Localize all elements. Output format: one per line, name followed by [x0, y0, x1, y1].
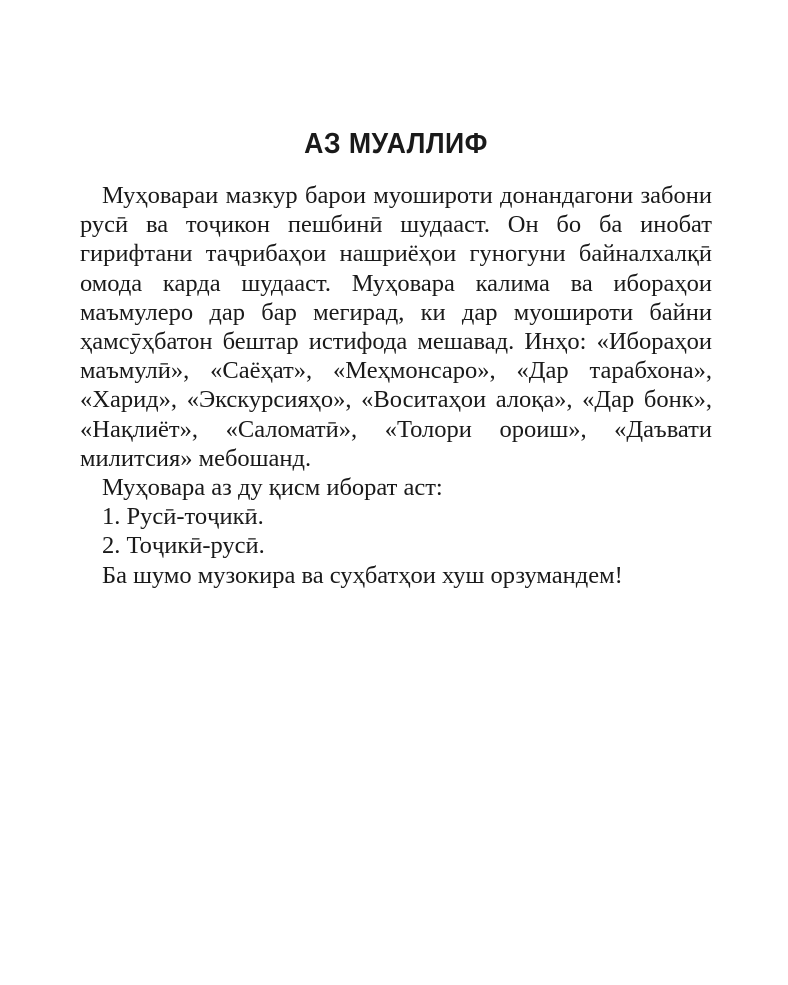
list-item: 1. Русӣ-тоҷикӣ. [102, 503, 264, 531]
page-title: АЗ МУАЛЛИФ [304, 128, 488, 160]
document-body [80, 181, 712, 590]
intro-paragraph: Муҳовараи мазкур барои муошироти донандагони забони русӣ ва тоҷикон пешбинӣ шудааст. Он бо ба инобат гирифтани таҷрибаҳои нашриёҳои гуногуни байналхалқӣ омода карда шудааст. Муҳовара калима ва ибораҳои маъмулеро дар бар мегирад, ки дар муошироти байни ҳамсӯҳбатон бештар истифода мешавад. Инҳо: «Ибораҳои маъмулӣ», «Саёҳат», «Меҳмонсаро», «Дар тарабхона», «Харид», «Экскурсияҳо», «Воситаҳои алоқа», «Дар бонк», «Нақлиёт», «Саломатӣ», «Толори ороиш», «Даъвати милитсия» мебошанд. [80, 182, 712, 472]
list-item: 2. Тоҷикӣ-русӣ. [102, 532, 265, 560]
closing-line: Ба шумо музокира ва суҳбатҳои хуш орзумандем! [102, 561, 623, 589]
parts-paragraph: Муҳовара аз ду қисм иборат аст: [102, 474, 443, 502]
document-page [80, 128, 712, 590]
